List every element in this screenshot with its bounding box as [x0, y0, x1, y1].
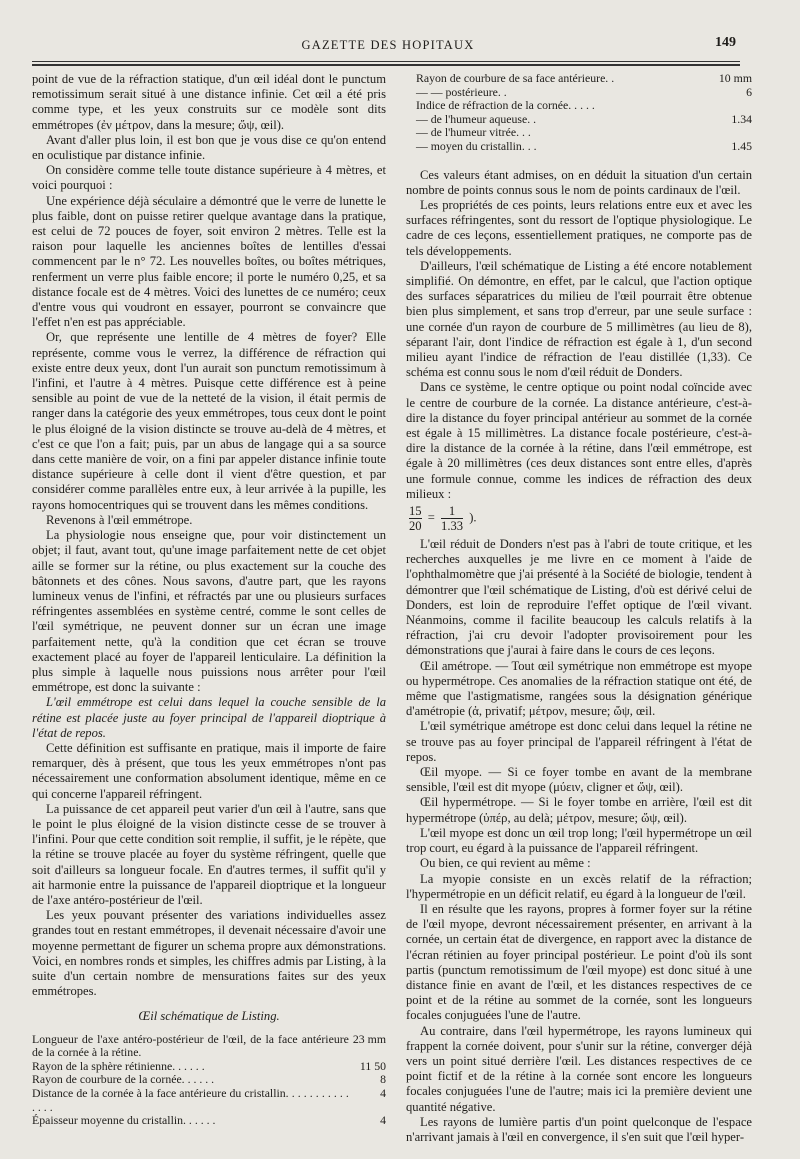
header-rule-thick	[32, 64, 740, 66]
right-column	[406, 72, 752, 1145]
row-label: — — postérieure. .	[416, 84, 507, 99]
paragraph: Revenons à l'œil emmétrope.	[46, 512, 193, 527]
row-value: 8	[380, 1072, 386, 1087]
fraction-denominator: 1.33	[441, 519, 464, 534]
paragraph: Or, que représente une lentille de 4 mètres de foyer? Elle représente, comme vous le verrez, la différence de réfraction qui existe entre deux yeux, dont l'un aurait son punctum remotissimum à l'infini, et l'autre à 4 mètres. Puisque cette différence est à peine sensible au point de vue de la netteté de la vision, il était permis de ranger dans la catégorie des yeux emmétropes, tous ceux dont le point le plus éloigné de la vision distincte se trouve au-delà de 4 mètres, et c'est ce que l'on a fait; puis, par un abus de langage qui a sa source dans cette manière de voir, on a fini par appeler distance infinie toute distance supérieure à celle dont il vient d'être question, et par considérer comme parallèles entre eux, à leur arrivée à la pupille, les rayons homocentriques qui se trouvent dans les mêmes conditions.	[32, 330, 386, 512]
row-value	[700, 126, 752, 140]
table-row	[406, 99, 752, 113]
equals-sign: =	[427, 510, 435, 525]
row-label: Indice de réfraction de la cornée. . . . .	[416, 98, 595, 113]
row-value: 1.45	[731, 138, 752, 153]
paragraph: Œil amétrope. — Tout œil symétrique non emmétrope est myope ou hypermétrope. Ces anomalies de la réfraction statique ont été, de même que l'astigmatisme, rangées sous la désignation générique d'amétropie (ἀ, privatif; μέτρον, mesure; ὤψ, œil.	[406, 658, 752, 719]
row-label: Rayon de courbure de la cornée. . . . . .	[32, 1072, 215, 1087]
row-label: — moyen du cristallin. . .	[416, 138, 537, 153]
formula	[406, 504, 752, 533]
row-value: 6	[746, 84, 752, 99]
fraction	[441, 504, 463, 533]
row-label: — de l'humeur vitrée. . .	[416, 125, 531, 140]
fraction-numerator: 15	[409, 504, 422, 519]
table-row	[32, 1114, 386, 1128]
paragraph: La puissance de cet appareil peut varier d'un œil à l'autre, sans que le point le plus éloigné de la vision distincte cesse de se trouver à l'infini. Pour que cette condition soit remplie, il suffit, je le répète, que la rétine se trouve placée au foyer du système réfringent, quelle que soit d'ailleurs sa longueur focale. En d'autres termes, il suffit qu'il y ait harmonie entre la puissance de l'appareil dioptrique et la longueur de l'axe antéro-postérieur de l'œil.	[32, 801, 386, 907]
left-column	[32, 72, 386, 1128]
table-row	[406, 140, 752, 154]
listing-table-left	[32, 1033, 386, 1128]
table-row	[406, 72, 752, 86]
table-row	[406, 126, 752, 140]
paragraph: Avant d'aller plus loin, il est bon que je vous dise ce qu'on entend en oculistique par distance infinie.	[32, 132, 386, 163]
row-value: 23 mm	[352, 1031, 386, 1046]
paragraph: Œil hypermétrope. — Si le foyer tombe en arrière, l'œil est dit hypermétrope (ὑπέρ, au delà; μέτρον, mesure; ὤψ, œil).	[406, 795, 752, 825]
row-label: Épaisseur moyenne du cristallin. . . . . .	[32, 1113, 216, 1128]
paragraph: Les propriétés de ces points, leurs relations entre eux et avec les surfaces réfringentes, sont du ressort de l'optique physiologique. Le cadre de ces leçons, essentiellement pratiques, ne comporte pas de tels développements.	[406, 197, 752, 258]
row-value: 10 mm	[718, 71, 752, 85]
fraction-numerator: 1	[441, 504, 463, 519]
paragraph: Au contraire, dans l'œil hypermétrope, les rayons lumineux qui frappent la cornée doivent, pour s'unir sur la rétine, converger déjà vers un point situé derrière l'œil. Les distances respectives de ce point fictif et de la rétine à la cornée sont encore les longueurs focales conjuguées l'une de l'autre; mais ici la première devient une quantité négative.	[406, 1023, 752, 1114]
table-title: Œil schématique de Listing.	[138, 1009, 280, 1024]
row-value	[700, 99, 752, 113]
paragraph: Les rayons de lumière partis d'un point quelconque de l'espace n'arrivant jamais à l'œil en convergence, il s'en suit que l'œil hyper-	[406, 1114, 752, 1144]
table-row	[406, 86, 752, 100]
table-row	[406, 113, 752, 127]
page-number: 149	[715, 35, 736, 50]
row-value: 4	[380, 1085, 386, 1100]
row-label: Distance de la cornée à la face antérieure du cristallin. . . . . . . . . . . . . . .	[32, 1085, 349, 1114]
fraction-denominator: 20	[409, 519, 422, 534]
row-label: — de l'humeur aqueuse. .	[416, 111, 537, 126]
paragraph: D'ailleurs, l'œil schématique de Listing a été encore notablement simplifié. On démontre, en effet, par le calcul, que l'action optique des surfaces séparatrices du milieu de l'œil pourrait être obtenue bien plus simplement, et sans trop d'erreur, par une seule surface : une cornée d'un rayon de courbure de 5 millimètres (au lieu de 8), séparant l'air, dont l'indice de réfraction est égale à 1, d'un second milieu ayant l'indice de réfraction de l'eau distillée (1,33). Ce schéma est connu sous le nom d'œil réduit de Donders.	[406, 258, 752, 380]
row-label: Rayon de la sphère rétinienne. . . . . .	[32, 1058, 205, 1073]
page-header	[32, 28, 744, 58]
paragraph: La myopie consiste en un excès relatif de la réfraction; l'hypermétropie en un déficit relatif, eu égard à la longueur de l'œil.	[406, 871, 752, 901]
paragraph: Œil myope. — Si ce foyer tombe en avant de la membrane sensible, l'œil est dit myope (μύειν, cligner et ὤψ, œil).	[406, 765, 752, 795]
row-value: 11 50	[359, 1058, 386, 1073]
paragraph: Ou bien, ce qui revient au même :	[420, 856, 591, 871]
header-rule-thin	[32, 61, 740, 62]
listing-table-right	[406, 72, 752, 154]
journal-title: GAZETTE DES HOPITAUX	[301, 38, 475, 52]
paragraph: On considère comme telle toute distance supérieure à 4 mètres, et voici pourquoi :	[32, 163, 386, 193]
paragraph: L'œil myope est donc un œil trop long; l'œil hypermétrope un œil trop court, eu égard à la puissance de l'appareil réfringent.	[406, 825, 752, 856]
table-row	[32, 1073, 386, 1087]
paragraph: point de vue de la réfraction statique, d'un œil idéal dont le punctum remotissimum serait situé à une distance infinie. Cet œil a été pris comme type, et les yeux construits sur ce modèle sont dits emmétropes (ἐν μέτρον, dans la mesure; ὤψ, œil).	[32, 72, 386, 132]
row-value: 4	[380, 1113, 386, 1128]
fraction	[409, 504, 422, 533]
paragraph: Les yeux pouvant présenter des variations individuelles assez grandes tout en restant emmétropes, il devenait nécessaire d'avoir une moyenne permettant de figurer un schema propre aux démonstrations. Voici, en nombres ronds et simples, les chiffres admis par Listing, à la suite d'un certain nombre de mensurations faites sur des yeux emmétropes.	[32, 908, 386, 999]
formula-close: ).	[469, 510, 477, 525]
paragraph: L'œil réduit de Donders n'est pas à l'abri de toute critique, et les recherches auxquelles je me livre en ce moment à l'aide de l'ophthalmomètre que j'ai présenté à la Société de biologie, tendent à démontrer que l'œil schématique de Listing, d'où est dérivé celui de Donders, est loin de reproduire l'effet optique de l'œil vivant. Néanmoins, comme il facilite beaucoup les calculs relatifs à la réfraction, j'ai cru devoir l'adopter provisoirement pour les démonstrations que j'aurai à faire dans le cours de ces leçons.	[406, 537, 752, 658]
paragraph: Ces valeurs étant admises, on en déduit la situation d'un certain nombre de points connus sous le nom de points cardinaux de l'œil.	[406, 167, 752, 197]
paragraph: L'œil symétrique amétrope est donc celui dans lequel la rétine ne se trouve pas au foyer principal de l'appareil réfringent à l'état de repos.	[406, 719, 752, 764]
paragraph: Il en résulte que les rayons, propres à former foyer sur la rétine de l'œil myope, devront nécessairement présenter, en arrivant à la cornée, un certain état de divergence, en rapport avec la distance de l'écran rétinien au foyer principal postérieur. Le point d'où ils sont partis (punctum remotissimum de l'œil myope) est donc situé à une distance finie en avant de l'œil, et les distances respectives de ce point et de la rétine au sommet de la cornée, sont les longueurs focales conjuguées l'une de l'autre.	[406, 901, 752, 1023]
table-row	[32, 1060, 386, 1074]
row-label: Longueur de l'axe antéro-postérieur de l'œil, de la face antérieure de la cornée à la rétine.	[32, 1031, 349, 1060]
definition-italic: L'œil emmétrope est celui dans lequel la couche sensible de la rétine est placée juste au foyer principal de l'appareil dioptrique à l'état de repos.	[32, 695, 386, 740]
table-row	[32, 1087, 386, 1114]
paragraph: Dans ce système, le centre optique ou point nodal coïncide avec le centre de courbure de la cornée. La distance antérieure, c'est-à-dire la distance du foyer principal antérieur au sommet de la cornée est égale à 15 millimètres. La distance focale postérieure, c'est-à-dire la distance de la cornée à la rétine, dans l'œil emmétrope, est égale à 20 millimètres (ces deux distances sont entre elles, d'après une formule connue, comme les indices de réfraction des deux milieux :	[406, 380, 752, 501]
paragraph: Cette définition est suffisante en pratique, mais il importe de faire remarquer, dès à présent, que tous les yeux emmétropes n'ont pas nécessairement une conformation absolument identique, même en ce qui concerne l'appareil réfringent.	[32, 740, 386, 801]
table-row	[32, 1033, 386, 1060]
row-label: Rayon de courbure de sa face antérieure. .	[416, 71, 615, 85]
paragraph: Une expérience déjà séculaire a démontré que le verre de lunette le plus faible, dont on puisse retirer quelque avantage dans la pratique, est celui de 72 pouces de foyer, soit environ 2 mètres. Telle est la raison pour laquelle les anciennes boîtes de lentilles d'essai commencent par le n° 72. Les nouvelles boîtes, ou boîtes métriques, renferment un verre plus faible encore; il porte le numéro 0,25, et sa distance focale est de 4 mètres. Voici des lunettes de ce numéro; ceux d'entre vous qui voudront en essayer, pourront se convaincre que l'effet n'en est pas appréciable.	[32, 193, 386, 330]
row-value: 1.34	[731, 111, 752, 126]
paragraph: La physiologie nous enseigne que, pour voir distinctement un objet; il faut, avant tout, qu'une image parfaitement nette de cet objet aille se former sur la rétine, ou plus exactement sur la couche des bâtonnets et des cônes. Nous savons, d'autre part, que les rayons lumineux venus de l'infini, et réfractés par une ou plusieurs surfaces réfringentes assemblées en système centré, comme le sont celles de l'œil symétrique, ne peuvent donner sur un écran une image parfaitement nette, qu'à la condition que cet écran se trouve exactement placé au foyer de l'appareil lenticulaire. La définition la plus simple à laquelle nous puissions nous arrêter pour l'œil emmétrope, est donc la suivante :	[32, 528, 386, 695]
